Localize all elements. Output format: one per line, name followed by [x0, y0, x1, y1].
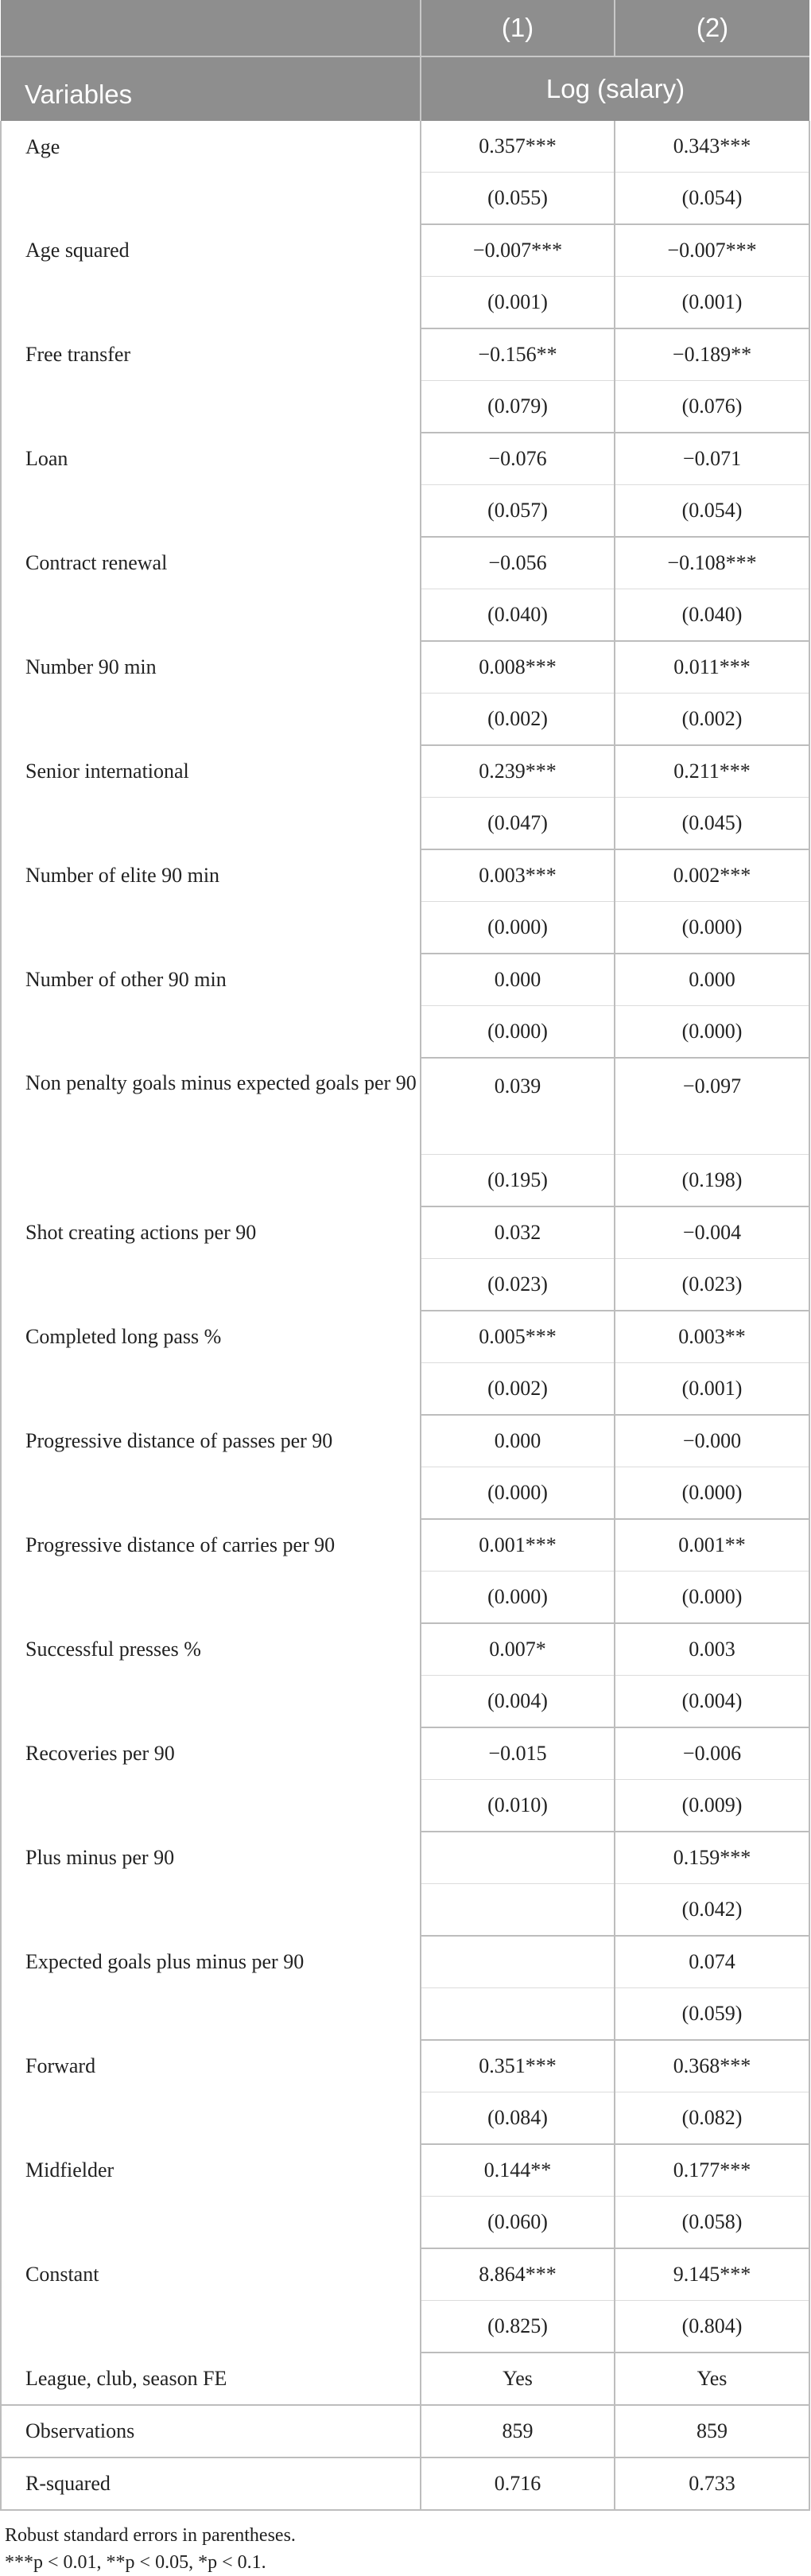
variable-name: Forward — [1, 2040, 421, 2144]
table-row-estimate — [1, 1936, 809, 1988]
coef-model-1: −0.015 — [421, 1727, 615, 1780]
coef-model-2: −0.006 — [615, 1727, 809, 1780]
coef-model-1 — [421, 1832, 615, 1884]
header-model-1: (1) — [421, 0, 615, 56]
se-model-2: (0.004) — [615, 1676, 809, 1728]
se-model-1: (0.057) — [421, 485, 615, 538]
coef-model-1: 0.008*** — [421, 641, 615, 694]
table-row-estimate — [1, 1832, 809, 1884]
se-model-2: (0.000) — [615, 1467, 809, 1520]
se-model-2: (0.001) — [615, 277, 809, 329]
coef-model-1: 0.357*** — [421, 121, 615, 173]
table-row-estimate — [1, 433, 809, 485]
variable-name: Recoveries per 90 — [1, 1727, 421, 1832]
se-model-1: (0.055) — [421, 173, 615, 225]
coef-model-2: 0.011*** — [615, 641, 809, 694]
variable-name: Number of elite 90 min — [1, 849, 421, 954]
table-row-estimate — [1, 1623, 809, 1676]
coef-model-1: 0.032 — [421, 1206, 615, 1259]
table-row-summary — [1, 2405, 809, 2457]
variable-name: Progressive distance of carries per 90 — [1, 1519, 421, 1623]
header-row-labels — [1, 56, 809, 121]
summary-model-1: 859 — [421, 2405, 615, 2457]
coef-model-2: 0.002*** — [615, 849, 809, 902]
se-model-1 — [421, 1988, 615, 2041]
coef-model-2: −0.108*** — [615, 537, 809, 589]
coef-model-2: −0.000 — [615, 1415, 809, 1467]
se-model-1: (0.195) — [421, 1155, 615, 1207]
se-model-2: (0.002) — [615, 694, 809, 746]
se-model-1: (0.002) — [421, 694, 615, 746]
note-significance: ***p < 0.01, **p < 0.05, *p < 0.1. — [5, 2552, 266, 2573]
coef-model-2: 0.177*** — [615, 2144, 809, 2197]
table-row-estimate — [1, 849, 809, 902]
se-model-1: (0.002) — [421, 1363, 615, 1416]
variable-name: Number of other 90 min — [1, 954, 421, 1058]
coef-model-2: 0.001** — [615, 1519, 809, 1572]
summary-model-1: Yes — [421, 2353, 615, 2405]
summary-model-2: Yes — [615, 2353, 809, 2405]
table-body — [1, 121, 809, 2510]
coef-model-1: 0.144** — [421, 2144, 615, 2197]
summary-label: Observations — [1, 2405, 421, 2457]
table-row-estimate — [1, 2144, 809, 2197]
summary-model-2: 859 — [615, 2405, 809, 2457]
se-model-1: (0.000) — [421, 902, 615, 954]
se-model-1: (0.023) — [421, 1259, 615, 1311]
se-model-2: (0.082) — [615, 2092, 809, 2145]
se-model-1: (0.047) — [421, 798, 615, 850]
coef-model-1: −0.007*** — [421, 224, 615, 277]
coef-model-1: 0.003*** — [421, 849, 615, 902]
coef-model-1: 0.000 — [421, 954, 615, 1006]
variable-name: Plus minus per 90 — [1, 1832, 421, 1936]
se-model-2: (0.198) — [615, 1155, 809, 1207]
coef-model-2: 0.003** — [615, 1311, 809, 1363]
summary-label: League, club, season FE — [1, 2353, 421, 2405]
table-row-summary — [1, 2457, 809, 2510]
se-model-2: (0.076) — [615, 381, 809, 433]
table-row-estimate — [1, 2040, 809, 2092]
summary-model-2: 0.733 — [615, 2457, 809, 2510]
se-model-2: (0.000) — [615, 902, 809, 954]
se-model-1: (0.000) — [421, 1006, 615, 1059]
se-model-1: (0.000) — [421, 1572, 615, 1624]
coef-model-2: −0.071 — [615, 433, 809, 485]
se-model-1: (0.000) — [421, 1467, 615, 1520]
se-model-2: (0.009) — [615, 1780, 809, 1832]
header-variables: Variables — [1, 56, 421, 121]
se-model-1: (0.004) — [421, 1676, 615, 1728]
coef-model-1: −0.056 — [421, 537, 615, 589]
coef-model-2: 0.211*** — [615, 745, 809, 798]
table-header — [1, 0, 809, 121]
variable-name: Loan — [1, 433, 421, 537]
se-model-2: (0.040) — [615, 589, 809, 642]
table-row-estimate — [1, 537, 809, 589]
coef-model-1: 0.005*** — [421, 1311, 615, 1363]
variable-name: Constant — [1, 2248, 421, 2353]
table-row-summary — [1, 2353, 809, 2405]
coef-model-2: 0.000 — [615, 954, 809, 1006]
se-model-1: (0.825) — [421, 2301, 615, 2353]
se-model-1: (0.084) — [421, 2092, 615, 2145]
coef-model-2: −0.189** — [615, 328, 809, 381]
se-model-1: (0.001) — [421, 277, 615, 329]
se-model-1 — [421, 1884, 615, 1937]
variable-name: Shot creating actions per 90 — [1, 1206, 421, 1311]
variable-name: Free transfer — [1, 328, 421, 433]
se-model-2: (0.000) — [615, 1006, 809, 1059]
header-model-2: (2) — [615, 0, 809, 56]
coef-model-2: 9.145*** — [615, 2248, 809, 2301]
variable-name: Contract renewal — [1, 537, 421, 641]
se-model-2: (0.023) — [615, 1259, 809, 1311]
note-standard-errors: Robust standard errors in parentheses. — [5, 2525, 296, 2546]
coef-model-2: 0.003 — [615, 1623, 809, 1676]
coef-model-2: 0.074 — [615, 1936, 809, 1988]
se-model-1: (0.010) — [421, 1780, 615, 1832]
variable-name: Senior international — [1, 745, 421, 849]
table-row-estimate — [1, 1415, 809, 1467]
table-row-estimate — [1, 1727, 809, 1780]
coef-model-1 — [421, 1936, 615, 1988]
se-model-1: (0.060) — [421, 2197, 615, 2249]
variable-name: Age — [1, 121, 421, 224]
coef-model-2: 0.368*** — [615, 2040, 809, 2092]
se-model-2: (0.059) — [615, 1988, 809, 2041]
variable-name: Number 90 min — [1, 641, 421, 745]
table-row-estimate — [1, 328, 809, 381]
se-model-2: (0.054) — [615, 485, 809, 538]
variable-name: Progressive distance of passes per 90 — [1, 1415, 421, 1519]
header-row-model-numbers — [1, 0, 809, 56]
table-row-estimate — [1, 1519, 809, 1572]
coef-model-1: 0.007* — [421, 1623, 615, 1676]
table-row-estimate — [1, 745, 809, 798]
variable-name: Expected goals plus minus per 90 — [1, 1936, 421, 2040]
se-model-2: (0.804) — [615, 2301, 809, 2353]
coef-model-1: 8.864*** — [421, 2248, 615, 2301]
se-model-2: (0.054) — [615, 173, 809, 225]
variable-name: Midfielder — [1, 2144, 421, 2248]
coef-model-1: 0.039 — [421, 1058, 615, 1155]
table-row-estimate — [1, 224, 809, 277]
table-row-estimate — [1, 1206, 809, 1259]
variable-name: Successful presses % — [1, 1623, 421, 1727]
coef-model-2: 0.159*** — [615, 1832, 809, 1884]
coef-model-1: 0.000 — [421, 1415, 615, 1467]
se-model-2: (0.000) — [615, 1572, 809, 1624]
se-model-1: (0.040) — [421, 589, 615, 642]
se-model-1: (0.079) — [421, 381, 615, 433]
variable-name: Non penalty goals minus expected goals per 90 — [1, 1058, 421, 1206]
se-model-2: (0.058) — [615, 2197, 809, 2249]
coef-model-1: −0.156** — [421, 328, 615, 381]
se-model-2: (0.042) — [615, 1884, 809, 1937]
table-notes — [0, 2511, 811, 2576]
coef-model-1: 0.351*** — [421, 2040, 615, 2092]
table-row-estimate — [1, 121, 809, 173]
coef-model-1: −0.076 — [421, 433, 615, 485]
summary-label: R-squared — [1, 2457, 421, 2510]
se-model-2: (0.045) — [615, 798, 809, 850]
table-row-estimate — [1, 641, 809, 694]
header-blank-cell — [1, 0, 421, 56]
table-row-estimate — [1, 1311, 809, 1363]
coef-model-2: −0.007*** — [615, 224, 809, 277]
coef-model-2: −0.004 — [615, 1206, 809, 1259]
variable-name: Completed long pass % — [1, 1311, 421, 1415]
table-row-estimate — [1, 1058, 809, 1155]
coef-model-2: −0.097 — [615, 1058, 809, 1155]
header-dependent-variable: Log (salary) — [421, 56, 809, 121]
summary-model-1: 0.716 — [421, 2457, 615, 2510]
coef-model-2: 0.343*** — [615, 121, 809, 173]
coef-model-1: 0.001*** — [421, 1519, 615, 1572]
se-model-2: (0.001) — [615, 1363, 809, 1416]
coef-model-1: 0.239*** — [421, 745, 615, 798]
table-row-estimate — [1, 2248, 809, 2301]
table-row-estimate — [1, 954, 809, 1006]
variable-name: Age squared — [1, 224, 421, 328]
